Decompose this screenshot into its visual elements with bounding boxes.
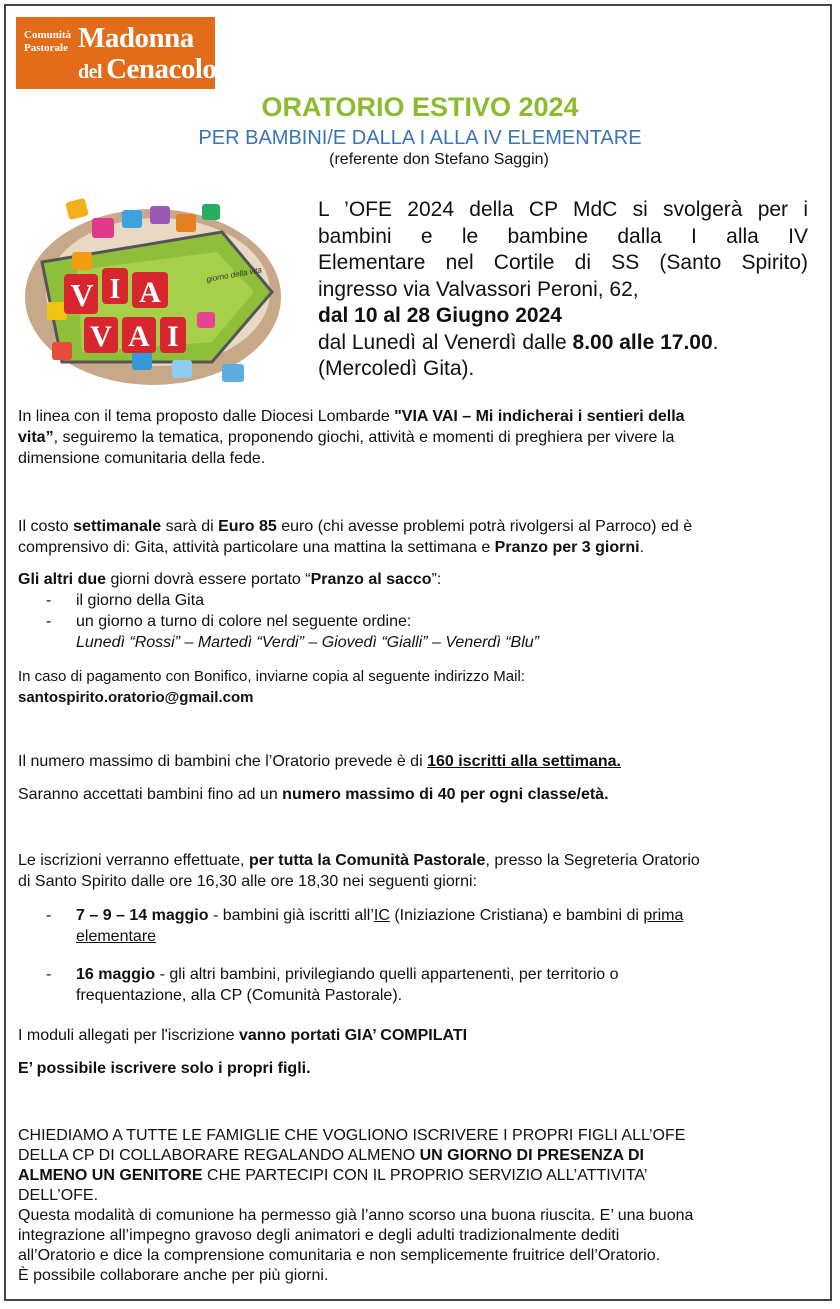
svg-text:A: A [128,320,150,353]
referent: (referente don Stefano Saggin) [329,151,549,168]
intro-line-3: Elementare nel Cortile di SS (Santo Spirito) [318,251,808,274]
svg-text:A: A [139,276,161,309]
logo [16,17,215,89]
intro-hours: 8.00 alle 17.00 [572,330,713,354]
payment-paragraph: In caso di pagamento con Bonifico, inviarne copia al seguente indirizzo Mail: santospirito.oratorio@gmail.com [18,666,818,708]
registration-paragraph: Le iscrizioni verranno effettuate, per tutta la Comunità Pastorale, presso la Segreteria Oratorio di Santo Spirito dalle ore 16,30 alle ore 18,30 nei seguenti giorni: [18,852,700,890]
intro-line-1: L ’OFE 2024 della CP MdC si svolgerà per i [318,198,808,221]
list-item: - 7 – 9 – 14 maggio - bambini già iscritti all’IC (Iniziazione Cristiana) e bambini di prima elementare [18,905,818,947]
page-title: ORATORIO ESTIVO 2024 [261,92,579,122]
payment-email[interactable]: santospirito.oratorio@gmail.com [18,689,254,706]
registration-dates [18,905,818,1006]
lunch-list [18,590,818,653]
vai-letters [84,317,186,353]
list-item: - il giorno della Gita [18,590,818,611]
illustration-tagline: giorno della vita [205,265,263,284]
logo-del: del [78,61,103,83]
logo-community-label [24,29,71,55]
list-item: - un giorno a turno di colore nel seguente ordine: Lunedì “Rossi” – Martedì “Verdi” – Giovedì “Gialli” – Venerdì “Blu” [18,611,818,653]
list-item: - 16 maggio - gli altri bambini, privilegiando quelli appartenenti, per territorio o frequentazione, alla CP (Comunità Pastorale). [18,964,818,1006]
capacity-limit: Saranno accettati bambini fino ad un numero massimo di 40 per ogni classe/età. [18,786,609,803]
intro-trip: (Mercoledì Gita). [318,357,475,380]
intro-line-4: ingresso via Valvassori Peroni, 62, [318,277,639,301]
via-vai-illustration [22,192,284,388]
appeal-paragraph: CHIEDIAMO A TUTTE LE FAMIGLIE CHE VOGLIONO ISCRIVERE I PROPRI FIGLI ALL’OFE DELLA CP DI COLLABORARE REGALANDO ALMENO UN GIORNO DI PRESENZA DI ALMENO UN GENITORE CHE PARTECIPI CON IL PROPRIO SERVIZIO ALL’ATTIVITA’ DELL’OFE. Questa modalità di comunione ha permesso già l’anno scorso una buona riuscita. E’ una buona integrazione all’impegno gravoso degli animatori e degli adulti tradizionalmente dediti all’Oratorio e dice la comprensione comunitaria e non semplicemente fruitrice dell’Oratorio. È possibile collaborare anche per più giorni. [18,1127,694,1284]
logo-name-line1: Madonna [78,22,194,54]
logo-small-line1: Comunità [24,29,72,41]
svg-text:V: V [90,320,112,353]
intro-days: dal Lunedì al Venerdì dalle 8.00 alle 17.00. [318,330,719,354]
capacity-paragraph: Il numero massimo di bambini che l’Oratorio prevede è di 160 iscritti alla settimana. [18,753,621,770]
cost-paragraph: Il costo settimanale sarà di Euro 85 euro (chi avesse problemi potrà rivolgersi al Parroco) ed è comprensivo di: Gita, attività particolare una mattina la settimana e Pranzo per 3 giorni. [18,518,693,556]
own-children-note: E’ possibile iscrivere solo i propri figli. [18,1060,311,1077]
svg-text:V: V [70,277,94,313]
intro-block [318,197,808,383]
lunch-paragraph: Gli altri due giorni dovrà essere portato “Pranzo al sacco”: - il giorno della Gita - un giorno a turno di colore nel seguente ordine: Lunedì “Rossi” – Martedì “Verdi” – Giovedì “Gialli” – Venerdì “Blu” [18,569,818,653]
page-subtitle: PER BAMBINI/E DALLA I ALLA IV ELEMENTARE [198,127,642,149]
theme-paragraph: In linea con il tema proposto dalle Diocesi Lombarde "VIA VAI – Mi indicherai i sentieri della vita”, seguiremo la tematica, proponendo giochi, attività e momenti di preghiera per vivere la dimensione comunitaria della fede. [18,408,685,467]
logo-cenacolo: Cenacolo [106,53,217,85]
svg-text:I: I [167,320,179,353]
logo-small-line2: Pastorale [24,42,68,54]
intro-line-2: bambini e le bambine dalla I alla IV [318,224,808,248]
intro-dates: dal 10 al 28 Giugno 2024 [318,304,562,327]
svg-text:I: I [109,274,121,305]
forms-note: I moduli allegati per l'iscrizione vanno portati GIA’ COMPILATI [18,1027,468,1044]
logo-name-line2 [78,54,216,88]
color-days: Lunedì “Rossi” – Martedì “Verdi” – Giovedì “Gialli” – Venerdì “Blu” [76,634,539,651]
